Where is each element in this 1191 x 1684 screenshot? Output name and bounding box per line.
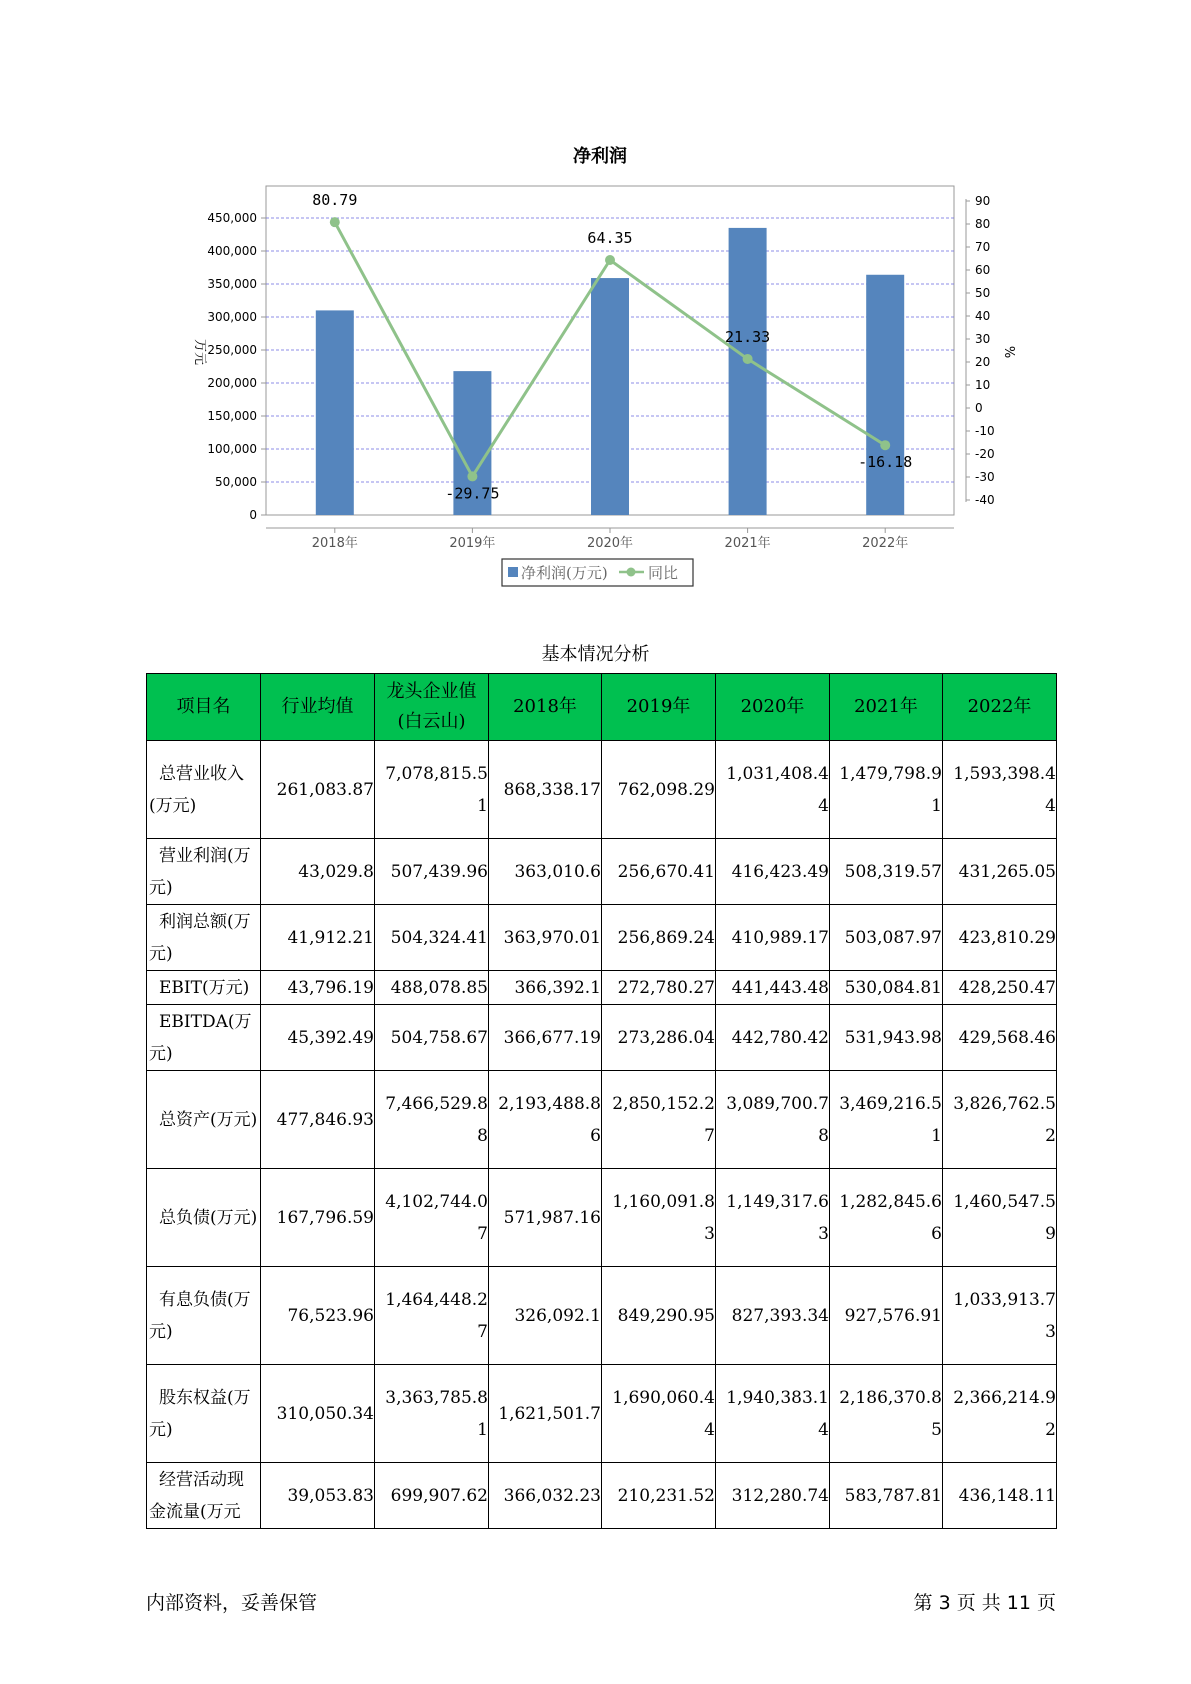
table-cell: 363,970.01 [489,905,602,971]
table-row [147,1365,1057,1463]
table-cell: 2,850,152.27 [602,1071,716,1169]
chart-title: 净利润 [573,146,627,167]
table-row [147,1169,1057,1267]
table-cell: 256,670.41 [602,839,716,905]
header-cell: 龙头企业值(白云山) [375,674,489,741]
table-cell: 1,690,060.44 [602,1365,716,1463]
right-axis-label: % [1001,345,1016,359]
table-cell: 1,031,408.44 [716,741,830,839]
table-cell: 366,392.1 [489,971,602,1005]
header-cell: 2019年 [602,674,716,741]
table-row [147,1463,1057,1529]
table-cell: 583,787.81 [830,1463,943,1529]
table-row [147,1005,1057,1071]
table-cell: 442,780.42 [716,1005,830,1071]
table-row [147,741,1057,839]
table-cell: 272,780.27 [602,971,716,1005]
bar-series [316,228,904,515]
line-point [743,354,753,364]
table-cell: 868,338.17 [489,741,602,839]
right-tick-label: 40 [975,309,991,323]
table-cell: 39,053.83 [261,1463,375,1529]
table-cell: 1,282,845.66 [830,1169,943,1267]
line-data-label: 21.33 [725,327,771,346]
table-cell: 416,423.49 [716,839,830,905]
table-cell: 441,443.48 [716,971,830,1005]
table-cell: 261,083.87 [261,741,375,839]
header-cell: 2018年 [489,674,602,741]
bar [316,310,354,515]
table-cell: 477,846.93 [261,1071,375,1169]
row-label: EBIT(万元) [147,971,261,1005]
right-tick-label: 50 [975,286,991,300]
bar [866,275,904,515]
left-tick-label: 250,000 [207,343,257,357]
table-cell: 273,286.04 [602,1005,716,1071]
table-cell: 504,758.67 [375,1005,489,1071]
left-tick-label: 0 [249,508,257,522]
right-tick-label: 80 [975,217,991,231]
left-tick-label: 450,000 [207,211,257,225]
left-tick-label: 100,000 [207,442,257,456]
right-tick-label: 30 [975,332,991,346]
table-cell: 530,084.81 [830,971,943,1005]
table-cell: 167,796.59 [261,1169,375,1267]
legend-line-marker [627,568,636,577]
table-cell: 436,148.11 [943,1463,1057,1529]
line-data-label: 64.35 [587,228,633,247]
net-profit-chart [0,0,1191,600]
right-axis [966,194,995,507]
line-data-label: 80.79 [312,191,358,210]
left-axis-label: 万元 [192,338,207,366]
table-cell: 310,050.34 [261,1365,375,1463]
footer-confidential: 内部资料，妥善保管 [146,1592,318,1614]
left-tick-label: 350,000 [207,277,257,291]
row-label: 利润总额(万元) [147,905,261,971]
table-title: 基本情况分析 [541,644,650,665]
table-cell: 503,087.97 [830,905,943,971]
left-tick-label: 300,000 [207,310,257,324]
table-cell: 531,943.98 [830,1005,943,1071]
legend-bar-swatch [508,567,518,577]
table-row [147,1267,1057,1365]
table-cell: 1,940,383.14 [716,1365,830,1463]
right-tick-label: 20 [975,355,991,369]
table-cell: 2,193,488.86 [489,1071,602,1169]
table-cell: 1,479,798.91 [830,741,943,839]
left-tick-label: 150,000 [207,409,257,423]
header-cell: 行业均值 [261,674,375,741]
table-cell: 2,186,370.85 [830,1365,943,1463]
table-cell: 423,810.29 [943,905,1057,971]
table-cell: 4,102,744.07 [375,1169,489,1267]
right-tick-label: 0 [975,401,983,415]
right-tick-label: -40 [975,493,995,507]
x-tick-label: 2019年 [449,536,496,551]
right-tick-label: -10 [975,424,995,438]
table-cell: 1,149,317.63 [716,1169,830,1267]
table-cell: 1,464,448.27 [375,1267,489,1365]
right-tick-label: -30 [975,470,995,484]
x-tick-label: 2020年 [586,536,634,551]
table-cell: 410,989.17 [716,905,830,971]
table-cell: 363,010.6 [489,839,602,905]
table-row [147,905,1057,971]
table-cell: 1,460,547.59 [943,1169,1057,1267]
chart-legend [502,559,693,586]
table-cell: 571,987.16 [489,1169,602,1267]
table-cell: 76,523.96 [261,1267,375,1365]
line-point [467,471,477,481]
table-cell: 1,621,501.7 [489,1365,602,1463]
table-header-row [147,674,1057,741]
table-cell: 504,324.41 [375,905,489,971]
row-label: 有息负债(万元) [147,1267,261,1365]
row-label: 总营业收入(万元) [147,741,261,839]
table-cell: 41,912.21 [261,905,375,971]
table-cell: 256,869.24 [602,905,716,971]
table-row [147,1071,1057,1169]
bar [729,228,767,515]
table-cell: 927,576.91 [830,1267,943,1365]
table-cell: 7,078,815.51 [375,741,489,839]
table-cell: 210,231.52 [602,1463,716,1529]
right-tick-label: 10 [975,378,991,392]
header-cell: 项目名 [147,674,261,741]
row-label: 经营活动现金流量(万元 [147,1463,261,1529]
row-label: EBITDA(万元) [147,1005,261,1071]
left-axis [207,211,266,522]
table-cell: 488,078.85 [375,971,489,1005]
legend-bar-label: 净利润(万元) [521,564,608,582]
table-cell: 1,160,091.83 [602,1169,716,1267]
table-cell: 3,363,785.81 [375,1365,489,1463]
table-cell: 1,033,913.73 [943,1267,1057,1365]
table-cell: 45,392.49 [261,1005,375,1071]
x-axis [266,528,954,551]
x-tick-label: 2021年 [724,536,771,551]
table-cell: 312,280.74 [716,1463,830,1529]
line-data-label: -29.75 [445,484,500,503]
line-point [880,440,890,450]
line-point [605,255,615,265]
x-tick-label: 2022年 [862,536,909,551]
legend-line-label: 同比 [648,564,679,582]
table-cell: 849,290.95 [602,1267,716,1365]
header-cell: 2020年 [716,674,830,741]
line-point [330,217,340,227]
table-cell: 1,593,398.44 [943,741,1057,839]
bar [591,278,629,515]
table-cell: 366,032.23 [489,1463,602,1529]
table-cell: 827,393.34 [716,1267,830,1365]
header-cell: 2021年 [830,674,943,741]
row-label: 总负债(万元) [147,1169,261,1267]
table-cell: 508,319.57 [830,839,943,905]
line-data-label: -16.18 [858,453,913,472]
table-cell: 699,907.62 [375,1463,489,1529]
table-cell: 43,796.19 [261,971,375,1005]
basic-analysis-table [146,673,1057,1529]
table-cell: 7,466,529.88 [375,1071,489,1169]
left-tick-label: 200,000 [207,376,257,390]
table-cell: 2,366,214.92 [943,1365,1057,1463]
table-row [147,839,1057,905]
table-cell: 366,677.19 [489,1005,602,1071]
table-cell: 3,469,216.51 [830,1071,943,1169]
row-label: 总资产(万元) [147,1071,261,1169]
left-tick-label: 50,000 [215,475,257,489]
right-tick-label: -20 [975,447,995,461]
left-tick-label: 400,000 [207,244,257,258]
header-cell: 2022年 [943,674,1057,741]
right-tick-label: 70 [975,240,991,254]
x-tick-label: 2018年 [311,536,358,551]
table-cell: 428,250.47 [943,971,1057,1005]
table-cell: 429,568.46 [943,1005,1057,1071]
table-row [147,971,1057,1005]
table-cell: 326,092.1 [489,1267,602,1365]
table-cell: 3,089,700.78 [716,1071,830,1169]
row-label: 营业利润(万元) [147,839,261,905]
table-cell: 431,265.05 [943,839,1057,905]
right-tick-label: 60 [975,263,991,277]
table-cell: 3,826,762.52 [943,1071,1057,1169]
row-label: 股东权益(万元) [147,1365,261,1463]
table-cell: 507,439.96 [375,839,489,905]
table-cell: 762,098.29 [602,741,716,839]
right-tick-label: 90 [975,194,991,208]
footer-page-number: 第 3 页 共 11 页 [913,1592,1056,1614]
table-cell: 43,029.8 [261,839,375,905]
